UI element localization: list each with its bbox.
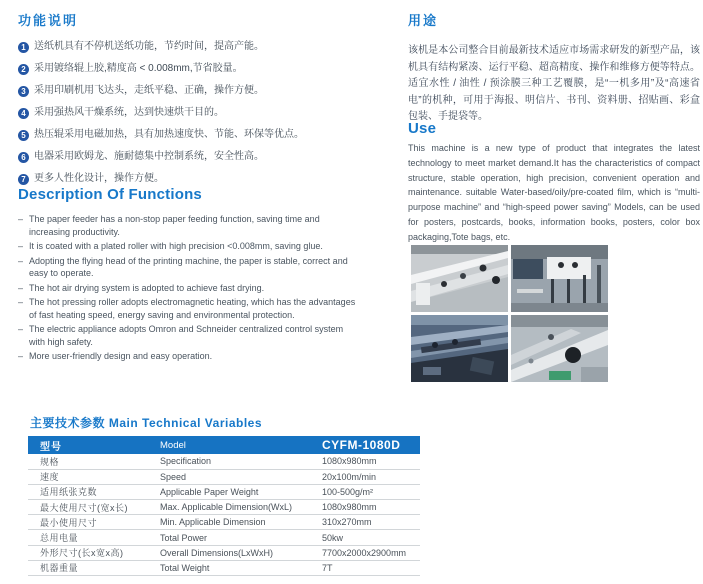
row-label-en: Speed <box>160 471 187 482</box>
dash-bullet-icon: – <box>18 214 24 224</box>
function-item <box>18 213 358 238</box>
numbered-bullet-icon: 7 <box>18 174 29 185</box>
numbered-bullet-icon: 2 <box>18 64 29 75</box>
row-value: 1080x980mm <box>322 502 377 513</box>
header-model-number: CYFM-1080D <box>322 438 401 452</box>
functions-en-section <box>18 186 358 365</box>
row-label-cn: 规格 <box>40 456 60 467</box>
function-item-text: 电器采用欧姆龙、施耐德集中控制系统，安全性高。 <box>34 151 264 162</box>
function-item-text: It is coated with a plated roller with high precision <0.008mm, saving glue. <box>29 241 323 251</box>
row-label-en: Specification <box>160 456 212 467</box>
function-item <box>18 63 370 75</box>
use-cn-title: 用途 <box>408 13 439 28</box>
function-item <box>18 282 358 295</box>
table-row <box>28 560 420 575</box>
function-item-text: More user-friendly design and easy operation. <box>29 351 213 361</box>
row-label-en: Overall Dimensions(LxWxH) <box>160 547 274 558</box>
function-item-text: Adopting the flying head of the printing machine, the paper is stable, correct and easy to operate. <box>29 255 348 278</box>
row-label-cn: 速度 <box>40 472 60 483</box>
tech-table <box>28 436 420 576</box>
row-label-cn: 最大使用尺寸(宽x长) <box>40 502 128 513</box>
use-en-body: This machine is a new type of product that integrates the latest technology to meet market demand.It has the characteristics of compact structure, stable operation, high precision, convenient operation and maintenance. suitable Water-based/oily/pre-coated film, which is “multi-purpose machine” and “high-speed power saving” Models, can be used for posters, postcards, books, information books, posters, color box packaging,Tote bags, etc. <box>408 143 700 242</box>
use-cn-section <box>408 10 700 126</box>
function-item <box>18 296 358 321</box>
machine-photo-3 <box>411 315 508 382</box>
functions-en-list <box>18 213 358 363</box>
functions-en-title: Description Of Functions <box>18 186 202 203</box>
function-item <box>18 350 358 363</box>
machine-photo-1 <box>411 245 508 312</box>
function-item <box>18 173 370 185</box>
row-value: 7700x2000x2900mm <box>322 547 407 558</box>
functions-cn-section <box>18 10 370 195</box>
function-item-text: The hot pressing roller adopts electromagnetic heating, which has the advantages of fast heating speed, energy saving and environmental protection. <box>29 297 356 320</box>
function-item-text: The electric appliance adopts Omron and Schneider centralized control system with high safety. <box>29 324 344 347</box>
numbered-bullet-icon: 4 <box>18 108 29 119</box>
numbered-bullet-icon: 6 <box>18 152 29 163</box>
row-label-cn: 最小使用尺寸 <box>40 517 98 528</box>
row-label-cn: 机器重量 <box>40 563 79 574</box>
functions-cn-list <box>18 41 370 185</box>
numbered-bullet-icon: 1 <box>18 42 29 53</box>
function-item <box>18 255 358 280</box>
table-row <box>28 484 420 499</box>
function-item-text: 热压辊采用电磁加热，具有加热速度快、节能、环保等优点。 <box>34 129 304 140</box>
row-label-en: Min. Applicable Dimension <box>160 517 266 528</box>
function-item-text: 采用印刷机用飞达头，走纸平稳、正确，操作方便。 <box>34 85 264 96</box>
function-item <box>18 107 370 119</box>
function-item-text: 采用镀络辊上胶,精度高 < 0.008mm,节省胶量。 <box>34 63 243 74</box>
function-item-text: 送纸机具有不停机送纸功能，节约时间，提高产能。 <box>34 41 264 52</box>
function-item-text: 采用强热风干燥系统，达到快速烘干目的。 <box>34 107 224 118</box>
dash-bullet-icon: – <box>18 297 24 307</box>
machine-photo-4 <box>511 315 608 382</box>
dash-bullet-icon: – <box>18 255 24 266</box>
row-label-en: Applicable Paper Weight <box>160 486 259 497</box>
numbered-bullet-icon: 5 <box>18 130 29 141</box>
function-item-text: The hot air drying system is adopted to achieve fast drying. <box>29 282 265 293</box>
use-en-section <box>408 120 700 245</box>
numbered-bullet-icon: 3 <box>18 86 29 97</box>
use-en-title: Use <box>408 120 437 137</box>
function-item <box>18 129 370 141</box>
function-item-text: The paper feeder has a non-stop paper feeding function, saving time and increasing productivity. <box>29 214 320 237</box>
dash-bullet-icon: – <box>18 282 24 293</box>
row-label-cn: 适用纸张克数 <box>40 487 98 498</box>
table-row <box>28 545 420 560</box>
function-item-text: 更多人性化设计，操作方便。 <box>34 173 164 184</box>
table-row <box>28 454 420 469</box>
tech-table-header-row <box>28 436 420 454</box>
table-row <box>28 530 420 545</box>
table-row <box>28 469 420 484</box>
dash-bullet-icon: – <box>18 241 24 251</box>
header-model-en: Model <box>160 439 186 451</box>
row-value: 50kw <box>322 532 344 543</box>
functions-cn-title: 功能说明 <box>18 13 79 28</box>
function-item <box>18 240 358 253</box>
row-label-en: Total Weight <box>160 562 210 573</box>
row-value: 1080x980mm <box>322 456 377 467</box>
tech-table-title: 主要技术参数 Main Technical Variables <box>30 416 263 430</box>
row-value: 7T <box>322 562 333 573</box>
row-label-cn: 总用电量 <box>40 533 79 544</box>
row-value: 310x270mm <box>322 517 372 528</box>
row-label-en: Total Power <box>160 532 208 543</box>
table-row <box>28 515 420 530</box>
row-label-en: Max. Applicable Dimension(WxL) <box>160 502 293 513</box>
machine-photo-2 <box>511 245 608 312</box>
table-row <box>28 500 420 515</box>
dash-bullet-icon: – <box>18 351 24 361</box>
function-item <box>18 41 370 53</box>
function-item <box>18 151 370 163</box>
use-cn-body: 该机是本公司整合目前最新技术适应市场需求研发的新型产品，该机具有结构紧凑、运行平稳、超高精度、操作和维修方便等特点。适宜水性 / 油性 / 预涂膜三种工艺覆膜，是“一机多用”及“高速省电”的机种，可用于海报、明信片、书刊、资料册、招贴画、彩盒包装、手提袋等。 <box>408 45 700 122</box>
function-item <box>18 85 370 97</box>
header-model-cn: 型号 <box>40 441 62 453</box>
function-item <box>18 323 358 348</box>
row-label-cn: 外形尺寸(长x宽x高) <box>40 548 124 559</box>
row-value: 100-500g/m² <box>322 486 374 497</box>
machine-photo-grid <box>411 245 608 382</box>
row-value: 20x100m/min <box>322 471 377 482</box>
dash-bullet-icon: – <box>18 324 24 334</box>
